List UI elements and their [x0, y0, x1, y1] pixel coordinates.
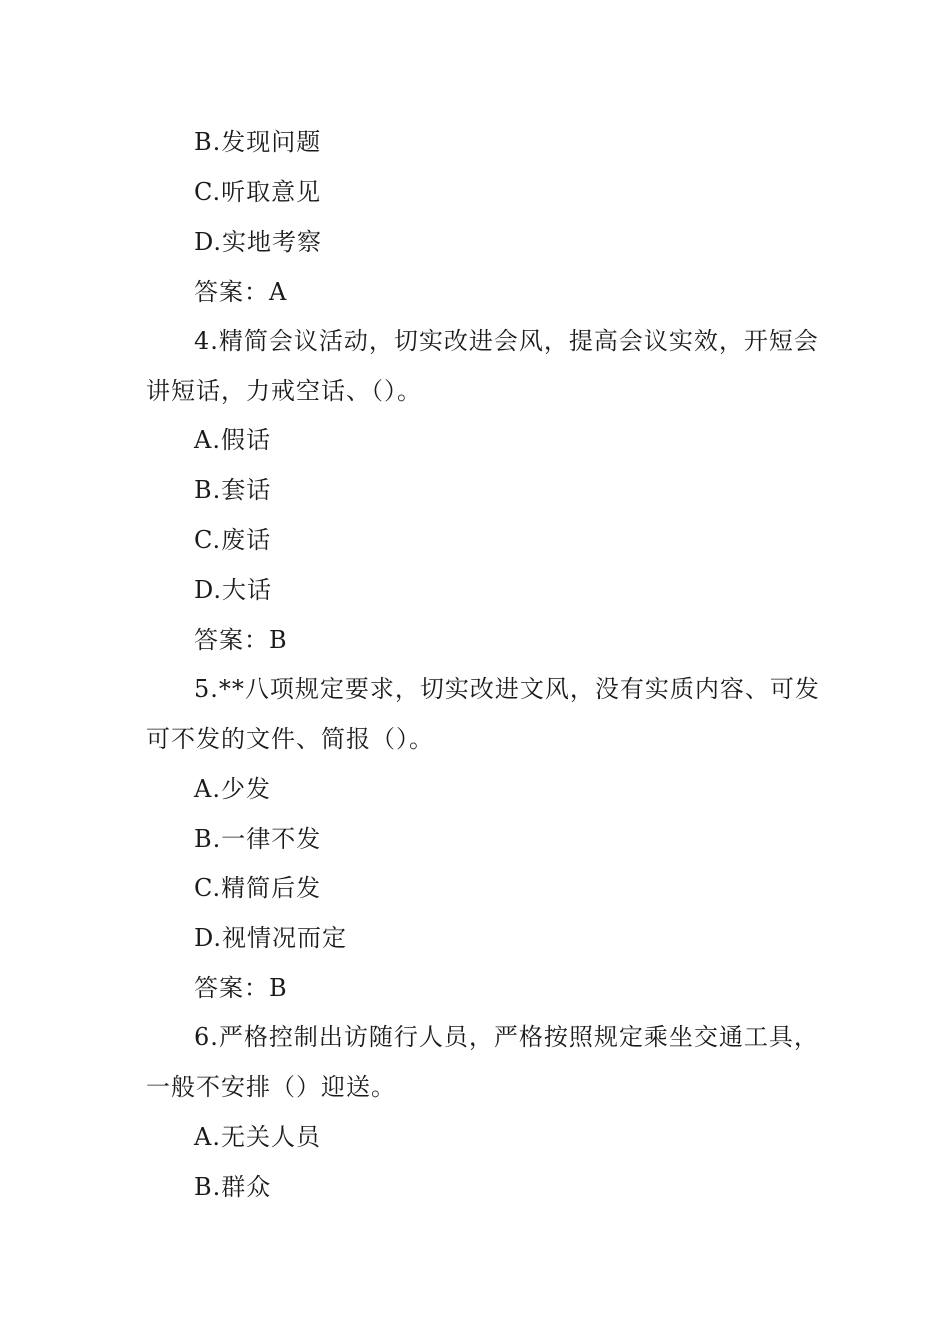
q4-option-a: A.假话 [194, 426, 271, 454]
q5-option-b: B.一律不发 [194, 825, 322, 853]
q4-stem-line2: 讲短话，力戒空话、（）。 [146, 377, 422, 405]
q5-option-c: C.精简后发 [194, 874, 322, 902]
q5-stem-line2: 可不发的文件、简报（）。 [146, 725, 434, 753]
q4-answer: 答案：B [194, 626, 288, 654]
q5-option-d: D.视情况而定 [194, 924, 348, 952]
q3-answer: 答案：A [194, 278, 288, 306]
q4-option-c: C.废话 [194, 526, 272, 554]
q3-option-d: D.实地考察 [194, 228, 323, 256]
q3-option-c: C.听取意见 [194, 178, 322, 206]
q6-stem-line1: 6.严格控制出访随行人员，严格按照规定乘坐交通工具， [194, 1023, 819, 1051]
q5-stem-line1: 5.**八项规定要求，切实改进文风，没有实质内容、可发 [194, 675, 820, 703]
q4-option-d: D.大话 [194, 576, 273, 604]
q4-option-b: B.套话 [194, 476, 272, 504]
q6-option-a: A.无关人员 [194, 1123, 321, 1151]
q6-stem-line2: 一般不安排（）迎送。 [146, 1073, 396, 1101]
q3-option-b: B.发现问题 [194, 128, 322, 156]
q5-answer: 答案：B [194, 974, 288, 1002]
q4-stem-line1: 4.精简会议活动，切实改进会风，提高会议实效，开短会 [194, 327, 819, 355]
q5-option-a: A.少发 [194, 775, 271, 803]
q6-option-b: B.群众 [194, 1173, 272, 1201]
